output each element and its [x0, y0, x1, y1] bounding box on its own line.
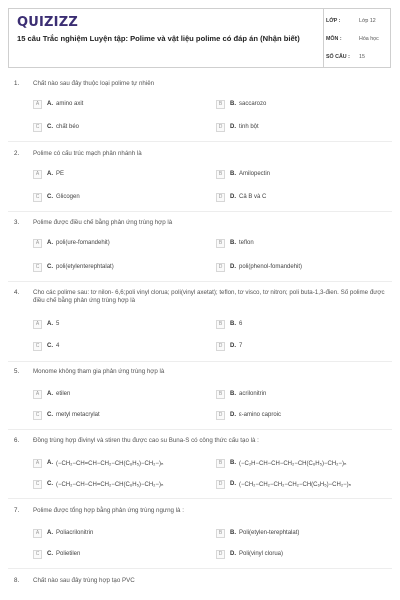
option-d[interactable]	[216, 549, 283, 559]
option-a[interactable]	[33, 169, 64, 179]
option-letter: B.	[230, 240, 236, 246]
option-letter: A.	[47, 460, 53, 466]
option-box[interactable]: A	[33, 170, 42, 179]
option-box[interactable]: D	[216, 411, 225, 420]
option-a[interactable]	[33, 99, 83, 109]
option-letter: D.	[230, 124, 236, 130]
question-divider	[8, 429, 392, 430]
option-letter: B.	[230, 391, 236, 397]
option-text: tinh bột	[239, 124, 259, 130]
option-box[interactable]: C	[33, 342, 42, 351]
meta-row-subject	[326, 33, 390, 44]
question-text: Đồng trùng hợp đivinyl và stiren thu được cao su Buna-S có công thức cấu tạo là :	[33, 437, 259, 444]
option-text: 6	[239, 321, 243, 327]
question-text: Polime được tổng hợp bằng phản ứng trùng ngưng là :	[33, 507, 184, 514]
option-text: poli(etylenterephtalat)	[56, 264, 114, 270]
option-letter: A.	[47, 321, 53, 327]
option-box[interactable]: B	[216, 239, 225, 248]
option-text: teflon	[239, 240, 254, 246]
meta-label: LỚP :	[326, 17, 341, 24]
option-letter: D.	[230, 412, 236, 418]
option-letter: B.	[230, 171, 236, 177]
question-text: Polime được điều chế bằng phản ứng trùng hợp là	[33, 219, 173, 226]
option-text: chất béo	[56, 124, 80, 130]
question-text: Chất nào sau đây trùng hợp tạo PVC	[33, 577, 135, 584]
option-letter: C.	[47, 264, 53, 270]
option-box[interactable]: A	[33, 239, 42, 248]
worksheet-title: 15 câu Trắc nghiệm Luyện tập: Polime và vật liệu polime có đáp án (Nhận biết)	[17, 34, 300, 43]
option-d[interactable]	[216, 192, 266, 202]
option-text: Polietilen	[56, 551, 81, 557]
option-b[interactable]	[216, 319, 242, 329]
option-letter: B.	[230, 321, 236, 327]
meta-value: Lớp 12	[359, 17, 376, 24]
option-text: metyl metacrylat	[56, 412, 100, 418]
option-box[interactable]: A	[33, 100, 42, 109]
option-a[interactable]	[33, 458, 163, 468]
option-letter: D.	[230, 343, 236, 349]
option-box[interactable]: D	[216, 550, 225, 559]
option-c[interactable]	[33, 410, 100, 420]
meta-label: SỐ CÂU :	[326, 53, 350, 60]
option-letter: B.	[230, 530, 236, 536]
option-letter: D.	[230, 551, 236, 557]
option-text: saccarozo	[239, 101, 267, 107]
option-formula: (−CH₂−CH=CH−CH₂−CH(C₆H₅)−CH₂−)ₙ	[56, 460, 164, 467]
option-b[interactable]	[216, 238, 254, 248]
option-c[interactable]	[33, 479, 163, 489]
option-box[interactable]: B	[216, 390, 225, 399]
option-box[interactable]: D	[216, 193, 225, 202]
option-letter: B.	[230, 460, 236, 466]
question-number: 5.	[14, 368, 20, 375]
question-number: 7.	[14, 507, 20, 514]
question-number: 8.	[14, 577, 20, 584]
option-box[interactable]: B	[216, 459, 225, 468]
option-text: 4	[56, 343, 60, 349]
option-letter: A.	[47, 171, 53, 177]
option-box[interactable]: D	[216, 123, 225, 132]
option-box[interactable]: C	[33, 411, 42, 420]
option-letter: C.	[47, 551, 53, 557]
question-number: 4.	[14, 289, 20, 296]
option-box[interactable]: A	[33, 320, 42, 329]
meta-value: 15	[359, 53, 365, 60]
option-box[interactable]: A	[33, 390, 42, 399]
option-c[interactable]	[33, 341, 59, 351]
option-letter: A.	[47, 530, 53, 536]
question-divider	[8, 141, 392, 142]
question-number: 6.	[14, 437, 20, 444]
option-d[interactable]	[216, 410, 281, 420]
option-formula: (−CH₂−CH₂−CH₂−CH₂−CH(C₆H₅)−CH₂−)ₙ	[239, 481, 352, 488]
option-letter: C.	[47, 124, 53, 130]
question-divider	[8, 568, 392, 569]
option-d[interactable]	[216, 262, 302, 272]
option-text: poli(phenol-fomandehit)	[239, 264, 303, 270]
option-d[interactable]	[216, 122, 259, 132]
question-text: Polime có cấu trúc mạch phân nhánh là	[33, 150, 142, 157]
option-b[interactable]	[216, 99, 266, 109]
option-text: poli(ure-fomandehit)	[56, 240, 110, 246]
quizizz-logo: QUIZIZZ	[17, 15, 78, 30]
question-divider	[8, 281, 392, 282]
option-b[interactable]	[216, 389, 266, 399]
option-a[interactable]	[33, 238, 110, 248]
option-box[interactable]: C	[33, 263, 42, 272]
option-box[interactable]: C	[33, 123, 42, 132]
option-letter: C.	[47, 481, 53, 487]
option-a[interactable]	[33, 528, 93, 538]
option-box[interactable]: B	[216, 100, 225, 109]
question-number: 3.	[14, 219, 20, 226]
option-box[interactable]: B	[216, 320, 225, 329]
option-text: 5	[56, 321, 60, 327]
option-box[interactable]: D	[216, 263, 225, 272]
option-text: Poli(vinyl clorua)	[239, 551, 284, 557]
option-d[interactable]	[216, 479, 351, 489]
option-letter: A.	[47, 101, 53, 107]
option-letter: B.	[230, 101, 236, 107]
option-a[interactable]	[33, 389, 70, 399]
meta-value: Hóa học	[359, 35, 379, 42]
option-text: Poliacrilonitrin	[56, 530, 94, 536]
question-divider	[8, 211, 392, 212]
option-text: 7	[239, 343, 243, 349]
question-text: Cho các polime sau: tơ nilon- 6,6;poli vinyl clorua; poli(vinyl axetat); teflon, tơ visco, tơ nitron; poli buta-1,3-đien. Số polime được điều chế bằng phản ứng trùng hợp là	[33, 289, 385, 304]
question-divider	[8, 361, 392, 362]
option-c[interactable]	[33, 262, 114, 272]
option-box[interactable]: D	[216, 342, 225, 351]
option-box[interactable]: C	[33, 480, 42, 489]
question-text: Chất nào sau đây thuộc loại polime tự nhiên	[33, 80, 155, 87]
option-b[interactable]	[216, 169, 270, 179]
option-letter: D.	[230, 481, 236, 487]
option-c[interactable]	[33, 122, 79, 132]
option-text: PE	[56, 171, 65, 177]
option-text: etilen	[56, 391, 71, 397]
option-box[interactable]: C	[33, 193, 42, 202]
question-divider	[8, 498, 392, 499]
option-c[interactable]	[33, 549, 80, 559]
option-box[interactable]: A	[33, 529, 42, 538]
option-text: Poli(etylen-terephtalat)	[239, 530, 300, 536]
option-letter: C.	[47, 194, 53, 200]
option-formula: (−CH₂−CH−CH=CH₂−CH(C₆H₅)−CH₂−)ₙ	[56, 481, 164, 488]
option-box[interactable]: A	[33, 459, 42, 468]
worksheet-meta	[326, 15, 390, 69]
option-text: Cả B và C	[239, 194, 267, 200]
option-text: amino axit	[56, 101, 84, 107]
option-formula: (−C₂H−CH−CH−CH₂−CH(C₆H₅)−CH₂−)ₙ	[239, 460, 347, 467]
option-text: Glicogen	[56, 194, 80, 200]
option-letter: D.	[230, 264, 236, 270]
meta-row-count	[326, 51, 390, 62]
option-letter: D.	[230, 194, 236, 200]
option-box[interactable]: D	[216, 480, 225, 489]
option-b[interactable]	[216, 458, 346, 468]
option-c[interactable]	[33, 192, 80, 202]
question-text: Monome không tham gia phản ứng trùng hợp là	[33, 368, 165, 375]
option-text: Amilopectin	[239, 171, 271, 177]
header-divider	[323, 9, 324, 67]
meta-label: MÔN :	[326, 35, 342, 42]
question-number: 2.	[14, 150, 20, 157]
meta-row-class	[326, 15, 390, 26]
option-text: acrilonitrin	[239, 391, 267, 397]
option-letter: C.	[47, 412, 53, 418]
option-box[interactable]: C	[33, 550, 42, 559]
option-letter: A.	[47, 391, 53, 397]
option-a[interactable]	[33, 319, 59, 329]
option-d[interactable]	[216, 341, 242, 351]
option-letter: C.	[47, 343, 53, 349]
question-number: 1.	[14, 80, 20, 87]
option-box[interactable]: B	[216, 170, 225, 179]
option-text: ε-amino caproic	[239, 412, 282, 418]
option-letter: A.	[47, 240, 53, 246]
option-box[interactable]: B	[216, 529, 225, 538]
option-b[interactable]	[216, 528, 299, 538]
